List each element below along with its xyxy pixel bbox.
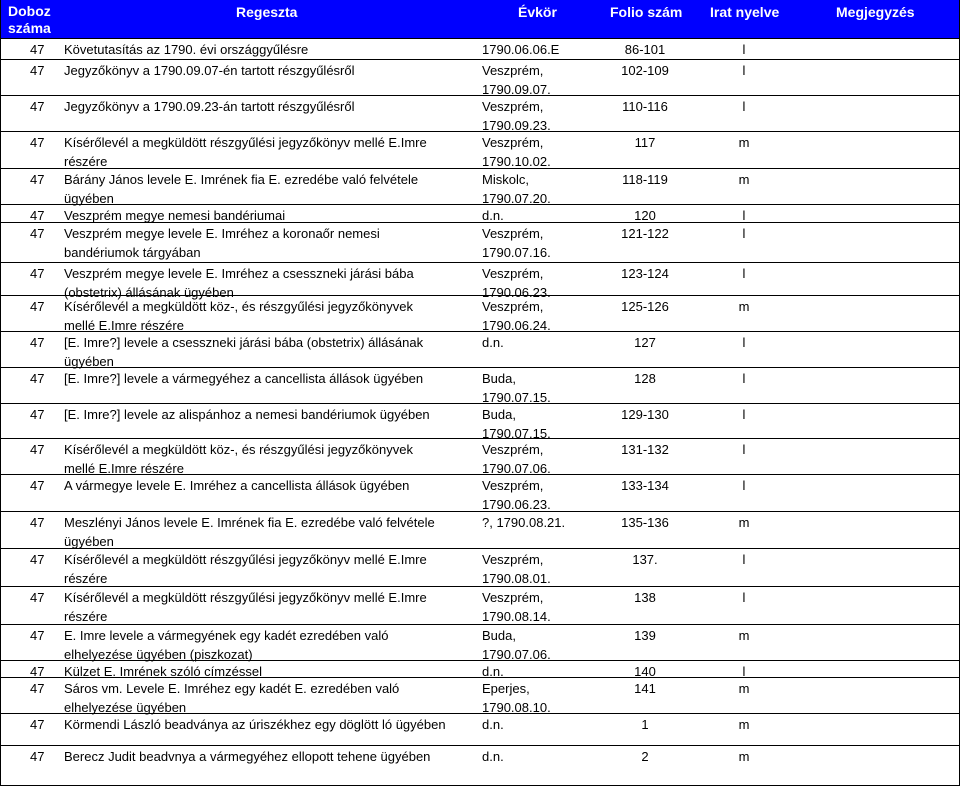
cell-folio: 135-136 xyxy=(621,515,669,530)
table-row xyxy=(0,204,960,222)
cell-regeszta: Bárány János levele E. Imrének fia E. ezredébe való felvétele ügyében xyxy=(64,172,419,206)
cell-evkor: d.n. xyxy=(482,717,504,732)
cell-folio: 128 xyxy=(634,371,656,386)
cell-folio: 118-119 xyxy=(622,172,668,187)
cell-folio: 141 xyxy=(634,681,656,696)
cell-evkor: d.n. xyxy=(482,208,504,223)
cell-language: l xyxy=(742,478,746,493)
cell-box-number: 47 xyxy=(30,628,45,643)
cell-regeszta: Követutasítás az 1790. évi országgyűlésre xyxy=(64,42,309,57)
cell-folio: 131-132 xyxy=(621,442,669,457)
cell-evkor: Veszprém, 1790.08.01. xyxy=(482,552,551,586)
cell-regeszta: Veszprém megye nemesi bandériumai xyxy=(64,208,286,223)
cell-evkor: Buda, 1790.07.15. xyxy=(482,371,551,405)
cell-regeszta: Kísérőlevél a megküldött részgyűlési jegyzőkönyv mellé E.Imre részére xyxy=(64,590,427,624)
cell-box-number: 47 xyxy=(30,515,45,530)
header-notes: Megjegyzés xyxy=(836,4,915,20)
cell-box-number: 47 xyxy=(30,299,45,314)
cell-box-number: 47 xyxy=(30,63,45,78)
cell-evkor: Veszprém, 1790.09.07. xyxy=(482,63,551,97)
table-row xyxy=(0,660,960,677)
cell-folio: 137. xyxy=(632,552,658,567)
cell-language: l xyxy=(742,590,746,605)
cell-regeszta: Kísérőlevél a megküldött részgyűlési jegyzőkönyv mellé E.Imre részére xyxy=(64,135,427,169)
cell-evkor: d.n. xyxy=(482,749,504,764)
table-row xyxy=(0,474,960,511)
cell-language: l xyxy=(742,99,746,114)
cell-folio: 110-116 xyxy=(622,99,668,114)
cell-folio: 102-109 xyxy=(621,63,669,78)
cell-regeszta: [E. Imre?] levele az alispánhoz a nemesi bandériumok ügyében xyxy=(64,407,430,422)
table-row xyxy=(0,745,960,785)
table-row xyxy=(0,367,960,403)
cell-box-number: 47 xyxy=(30,717,45,732)
cell-regeszta: Sáros vm. Levele E. Imréhez egy kadét E. ezredében való elhelyezése ügyében xyxy=(64,681,400,715)
table-row xyxy=(0,131,960,168)
cell-folio: 138 xyxy=(634,590,656,605)
table-row xyxy=(0,438,960,474)
cell-regeszta: Kísérőlevél a megküldött köz-, és részgyűlési jegyzőkönyvek mellé E.Imre részére xyxy=(64,299,413,333)
cell-folio: 117 xyxy=(634,135,656,150)
cell-box-number: 47 xyxy=(30,42,45,57)
cell-regeszta: Jegyzőkönyv a 1790.09.07-én tartott részgyűlésről xyxy=(64,63,355,78)
cell-language: l xyxy=(742,442,746,457)
cell-box-number: 47 xyxy=(30,407,45,422)
cell-evkor: Veszprém, 1790.08.14. xyxy=(482,590,551,624)
cell-evkor: Veszprém, 1790.06.24. xyxy=(482,299,551,333)
cell-language: m xyxy=(738,717,750,732)
table-row xyxy=(0,295,960,331)
cell-regeszta: [E. Imre?] levele a csesszneki járási bába (obstetrix) állásának ügyében xyxy=(64,335,424,369)
cell-evkor: Veszprém, 1790.07.16. xyxy=(482,226,551,260)
cell-regeszta: Külzet E. Imrének szóló címzéssel xyxy=(64,664,262,679)
table-row xyxy=(0,511,960,548)
cell-box-number: 47 xyxy=(30,172,45,187)
cell-box-number: 47 xyxy=(30,99,45,114)
table-row xyxy=(0,403,960,441)
table-row xyxy=(0,262,960,300)
cell-language: l xyxy=(742,42,746,57)
cell-evkor: Veszprém, 1790.06.23. xyxy=(482,266,551,300)
cell-folio: 1 xyxy=(641,717,649,732)
header-box-number xyxy=(8,3,51,37)
cell-box-number: 47 xyxy=(30,552,45,567)
cell-language: l xyxy=(742,226,746,241)
cell-evkor: Veszprém, 1790.10.02. xyxy=(482,135,551,169)
cell-language: l xyxy=(742,63,746,78)
cell-evkor: Eperjes, 1790.08.10. xyxy=(482,681,551,715)
cell-evkor: Veszprém, 1790.07.06. xyxy=(482,442,551,476)
cell-folio: 121-122 xyxy=(621,226,669,241)
header-regeszta: Regeszta xyxy=(236,4,298,20)
cell-regeszta: Jegyzőkönyv a 1790.09.23-án tartott részgyűlésről xyxy=(64,99,355,114)
cell-regeszta: Veszprém megye levele E. Imréhez a koronaőr nemesi bandériumok tárgyában xyxy=(64,226,380,260)
cell-language: l xyxy=(742,664,746,679)
cell-folio: 139 xyxy=(634,628,656,643)
cell-box-number: 47 xyxy=(30,664,45,679)
header-evkor: Évkör xyxy=(518,4,557,20)
table-row xyxy=(0,677,960,713)
cell-box-number: 47 xyxy=(30,590,45,605)
cell-box-number: 47 xyxy=(30,478,45,493)
cell-language: l xyxy=(742,335,746,350)
cell-folio: 2 xyxy=(641,749,649,764)
table-row xyxy=(0,624,960,660)
cell-regeszta: Veszprém megye levele E. Imréhez a csesszneki járási bába (obstetrix) állásának ügyében xyxy=(64,266,414,300)
cell-folio: 129-130 xyxy=(621,407,669,422)
table-row xyxy=(0,548,960,586)
cell-language: m xyxy=(738,172,750,187)
cell-evkor: ?, 1790.08.21. xyxy=(482,515,566,530)
cell-folio: 133-134 xyxy=(621,478,669,493)
cell-language: l xyxy=(742,266,746,281)
cell-regeszta: Kísérőlevél a megküldött köz-, és részgyűlési jegyzőkönyvek mellé E.Imre részére xyxy=(64,442,413,476)
table-header-row xyxy=(0,0,960,39)
cell-folio: 140 xyxy=(634,664,656,679)
cell-regeszta: [E. Imre?] levele a vármegyéhez a cancellista állások ügyében xyxy=(64,371,424,386)
cell-box-number: 47 xyxy=(30,135,45,150)
cell-language: l xyxy=(742,407,746,422)
table-row xyxy=(0,331,960,367)
table-row xyxy=(0,59,960,95)
cell-folio: 125-126 xyxy=(621,299,669,314)
cell-box-number: 47 xyxy=(30,226,45,241)
cell-evkor: Veszprém, 1790.09.23. xyxy=(482,99,551,133)
cell-regeszta: E. Imre levele a vármegyének egy kadét ezredében való elhelyezése ügyében (piszkozat) xyxy=(64,628,389,662)
cell-regeszta: Körmendi László beadványa az úriszékhez egy döglött ló ügyében xyxy=(64,717,446,732)
cell-box-number: 47 xyxy=(30,371,45,386)
table-row xyxy=(0,168,960,204)
cell-regeszta: Kísérőlevél a megküldött részgyűlési jegyzőkönyv mellé E.Imre részére xyxy=(64,552,427,586)
cell-evkor: d.n. xyxy=(482,664,504,679)
cell-evkor: Buda, 1790.07.15. xyxy=(482,407,551,441)
cell-language: l xyxy=(742,371,746,386)
cell-language: l xyxy=(742,208,746,223)
table-row xyxy=(0,222,960,262)
table-row xyxy=(0,713,960,745)
cell-folio: 120 xyxy=(634,208,656,223)
cell-evkor: d.n. xyxy=(482,335,504,350)
table-row xyxy=(0,586,960,624)
cell-evkor: 1790.06.06.E xyxy=(482,42,560,57)
cell-box-number: 47 xyxy=(30,266,45,281)
cell-box-number: 47 xyxy=(30,335,45,350)
cell-language: m xyxy=(738,681,750,696)
cell-box-number: 47 xyxy=(30,681,45,696)
cell-regeszta: A vármegye levele E. Imréhez a cancellista állások ügyében xyxy=(64,478,410,493)
header-folio: Folio szám xyxy=(610,4,683,20)
table-border-left xyxy=(0,0,1,785)
cell-language: m xyxy=(738,749,750,764)
table-row xyxy=(0,95,960,131)
cell-regeszta: Meszlényi János levele E. Imrének fia E. ezredébe való felvétele ügyében xyxy=(64,515,435,549)
table-row xyxy=(0,38,960,59)
cell-language: m xyxy=(738,299,750,314)
cell-evkor: Miskolc, 1790.07.20. xyxy=(482,172,551,206)
cell-language: m xyxy=(738,628,750,643)
header-language: Irat nyelve xyxy=(710,4,780,20)
cell-language: l xyxy=(742,552,746,567)
cell-language: m xyxy=(738,515,750,530)
cell-box-number: 47 xyxy=(30,208,45,223)
cell-folio: 86-101 xyxy=(624,42,666,57)
cell-folio: 123-124 xyxy=(621,266,669,281)
cell-evkor: Buda, 1790.07.06. xyxy=(482,628,551,662)
cell-folio: 127 xyxy=(634,335,656,350)
cell-box-number: 47 xyxy=(30,442,45,457)
cell-box-number: 47 xyxy=(30,749,45,764)
header-box-number-text: Doboz száma xyxy=(8,3,51,36)
cell-regeszta: Berecz Judit beadvnya a vármegyéhez ellopott tehene ügyében xyxy=(64,749,431,764)
cell-language: m xyxy=(738,135,750,150)
cell-evkor: Veszprém, 1790.06.23. xyxy=(482,478,551,512)
